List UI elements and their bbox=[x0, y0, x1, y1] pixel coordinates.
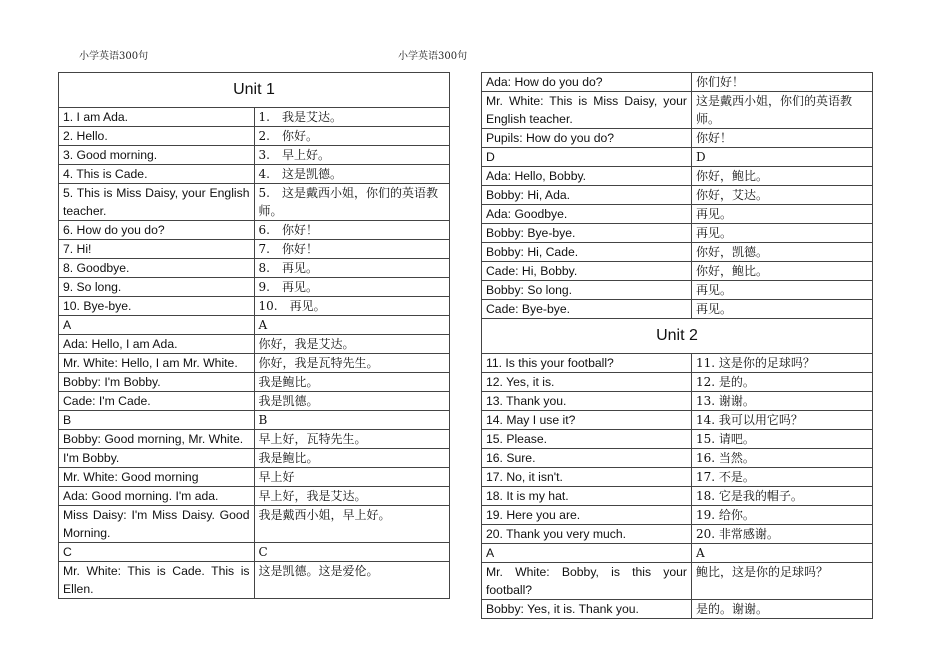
english-cell: Bobby: So long. bbox=[482, 281, 692, 300]
table-row bbox=[59, 184, 450, 221]
english-cell: A bbox=[482, 544, 692, 563]
english-cell: Bobby: Yes, it is. Thank you. bbox=[482, 600, 692, 619]
english-cell: Ada: Hello, Bobby. bbox=[482, 167, 692, 186]
chinese-cell: 10. 再见。 bbox=[254, 297, 450, 316]
chinese-cell: 4. 这是凯德。 bbox=[254, 165, 450, 184]
english-cell: Bobby: I'm Bobby. bbox=[59, 373, 255, 392]
chinese-cell: 我是鲍比。 bbox=[254, 449, 450, 468]
chinese-cell: 你好，凯德。 bbox=[692, 243, 873, 262]
english-cell: 7. Hi! bbox=[59, 240, 255, 259]
unit-title: Unit 2 bbox=[482, 319, 873, 354]
table-row bbox=[59, 468, 450, 487]
chinese-cell: 17. 不是。 bbox=[692, 468, 873, 487]
table-row bbox=[482, 430, 873, 449]
table-row bbox=[482, 354, 873, 373]
chinese-cell: 我是戴西小姐，早上好。 bbox=[254, 506, 450, 543]
english-cell: 10. Bye-bye. bbox=[59, 297, 255, 316]
chinese-cell: 14. 我可以用它吗？ bbox=[692, 411, 873, 430]
chinese-cell: 9. 再见。 bbox=[254, 278, 450, 297]
english-cell: 4. This is Cade. bbox=[59, 165, 255, 184]
english-cell: Bobby: Hi, Cade. bbox=[482, 243, 692, 262]
english-cell: Ada: How do you do? bbox=[482, 73, 692, 92]
unit-title-row bbox=[482, 319, 873, 354]
table-row bbox=[59, 146, 450, 165]
table-row bbox=[482, 600, 873, 619]
english-cell: 3. Good morning. bbox=[59, 146, 255, 165]
english-cell: 12. Yes, it is. bbox=[482, 373, 692, 392]
chinese-cell: B bbox=[254, 411, 450, 430]
unit-title: Unit 1 bbox=[59, 73, 450, 108]
english-cell: 14. May I use it? bbox=[482, 411, 692, 430]
english-cell: Mr. White: Bobby, is this your football? bbox=[482, 563, 692, 600]
table-row bbox=[59, 165, 450, 184]
english-cell: 19. Here you are. bbox=[482, 506, 692, 525]
english-cell: 11. Is this your football? bbox=[482, 354, 692, 373]
table-row bbox=[59, 487, 450, 506]
table-row bbox=[482, 129, 873, 148]
chinese-cell: 20. 非常感谢。 bbox=[692, 525, 873, 544]
chinese-cell: 你好，我是艾达。 bbox=[254, 335, 450, 354]
chinese-cell: C bbox=[254, 543, 450, 562]
unit1-table bbox=[58, 72, 450, 599]
chinese-cell: 早上好，瓦特先生。 bbox=[254, 430, 450, 449]
chinese-cell: A bbox=[254, 316, 450, 335]
chinese-cell: 再见。 bbox=[692, 300, 873, 319]
table-row bbox=[59, 127, 450, 146]
english-cell: Mr. White: Hello, I am Mr. White. bbox=[59, 354, 255, 373]
chinese-cell: 你好！ bbox=[692, 129, 873, 148]
english-cell: Cade: I'm Cade. bbox=[59, 392, 255, 411]
chinese-cell: 3. 早上好。 bbox=[254, 146, 450, 165]
table-row bbox=[482, 224, 873, 243]
english-cell: I'm Bobby. bbox=[59, 449, 255, 468]
unit1-continued-unit2-table bbox=[481, 72, 873, 619]
english-cell: Pupils: How do you do? bbox=[482, 129, 692, 148]
table-row bbox=[482, 544, 873, 563]
chinese-cell: 1. 我是艾达。 bbox=[254, 108, 450, 127]
english-cell: 13. Thank you. bbox=[482, 392, 692, 411]
table-row bbox=[482, 373, 873, 392]
chinese-cell: A bbox=[692, 544, 873, 563]
table-row bbox=[59, 108, 450, 127]
table-row bbox=[59, 543, 450, 562]
table-row bbox=[482, 563, 873, 600]
chinese-cell: 这是凯德。这是爱伦。 bbox=[254, 562, 450, 599]
chinese-cell: 鲍比，这是你的足球吗？ bbox=[692, 563, 873, 600]
table-row bbox=[59, 506, 450, 543]
unit-title-row bbox=[59, 73, 450, 108]
english-cell: Miss Daisy: I'm Miss Daisy. Good Morning. bbox=[59, 506, 255, 543]
english-cell: Cade: Bye-bye. bbox=[482, 300, 692, 319]
table-row bbox=[482, 392, 873, 411]
english-cell: Ada: Good morning. I'm ada. bbox=[59, 487, 255, 506]
page-header-right: 小学英语300句 bbox=[398, 51, 468, 62]
chinese-cell: 我是凯德。 bbox=[254, 392, 450, 411]
chinese-cell: 再见。 bbox=[692, 281, 873, 300]
english-cell: Bobby: Bye-bye. bbox=[482, 224, 692, 243]
english-cell: Mr. White: This is Cade. This is Ellen. bbox=[59, 562, 255, 599]
chinese-cell: 是的。谢谢。 bbox=[692, 600, 873, 619]
chinese-cell: 你好，我是瓦特先生。 bbox=[254, 354, 450, 373]
chinese-cell: 早上好，我是艾达。 bbox=[254, 487, 450, 506]
chinese-cell: 2. 你好。 bbox=[254, 127, 450, 146]
chinese-cell: 18. 它是我的帽子。 bbox=[692, 487, 873, 506]
table-row bbox=[482, 506, 873, 525]
chinese-cell: 早上好 bbox=[254, 468, 450, 487]
english-cell: Ada: Hello, I am Ada. bbox=[59, 335, 255, 354]
table-row bbox=[482, 449, 873, 468]
table-row bbox=[482, 148, 873, 167]
chinese-cell: 12. 是的。 bbox=[692, 373, 873, 392]
chinese-cell: 6. 你好！ bbox=[254, 221, 450, 240]
english-cell: 18. It is my hat. bbox=[482, 487, 692, 506]
chinese-cell: 16. 当然。 bbox=[692, 449, 873, 468]
chinese-cell: 8. 再见。 bbox=[254, 259, 450, 278]
table-row bbox=[59, 259, 450, 278]
english-cell: 6. How do you do? bbox=[59, 221, 255, 240]
chinese-cell: 我是鲍比。 bbox=[254, 373, 450, 392]
english-cell: D bbox=[482, 148, 692, 167]
chinese-cell: 5. 这是戴西小姐，你们的英语教师。 bbox=[254, 184, 450, 221]
table-row bbox=[482, 92, 873, 129]
english-cell: C bbox=[59, 543, 255, 562]
table-row bbox=[59, 240, 450, 259]
chinese-cell: 再见。 bbox=[692, 224, 873, 243]
english-cell: 1. I am Ada. bbox=[59, 108, 255, 127]
english-cell: Mr. White: This is Miss Daisy, your English teacher. bbox=[482, 92, 692, 129]
english-cell: 2. Hello. bbox=[59, 127, 255, 146]
english-cell: 15. Please. bbox=[482, 430, 692, 449]
table-row bbox=[482, 525, 873, 544]
english-cell: Mr. White: Good morning bbox=[59, 468, 255, 487]
english-cell: 5. This is Miss Daisy, your English teacher. bbox=[59, 184, 255, 221]
table-row bbox=[482, 411, 873, 430]
table-row bbox=[59, 278, 450, 297]
table-row bbox=[59, 562, 450, 599]
chinese-cell: 再见。 bbox=[692, 205, 873, 224]
table-row bbox=[482, 167, 873, 186]
table-row bbox=[59, 373, 450, 392]
table-row bbox=[482, 73, 873, 92]
english-cell: Cade: Hi, Bobby. bbox=[482, 262, 692, 281]
table-row bbox=[482, 262, 873, 281]
chinese-cell: 这是戴西小姐，你们的英语教师。 bbox=[692, 92, 873, 129]
table-row bbox=[482, 468, 873, 487]
table-row bbox=[482, 281, 873, 300]
table-row bbox=[59, 335, 450, 354]
chinese-cell: 15. 请吧。 bbox=[692, 430, 873, 449]
table-row bbox=[59, 449, 450, 468]
english-cell: A bbox=[59, 316, 255, 335]
chinese-cell: 你们好！ bbox=[692, 73, 873, 92]
chinese-cell: 13. 谢谢。 bbox=[692, 392, 873, 411]
table-row bbox=[482, 487, 873, 506]
chinese-cell: 19. 给你。 bbox=[692, 506, 873, 525]
table-row bbox=[59, 354, 450, 373]
chinese-cell: 你好，艾达。 bbox=[692, 186, 873, 205]
english-cell: 9. So long. bbox=[59, 278, 255, 297]
english-cell: 17. No, it isn't. bbox=[482, 468, 692, 487]
table-row bbox=[482, 243, 873, 262]
table-row bbox=[482, 300, 873, 319]
table-row bbox=[59, 221, 450, 240]
chinese-cell: D bbox=[692, 148, 873, 167]
chinese-cell: 你好，鲍比。 bbox=[692, 262, 873, 281]
english-cell: B bbox=[59, 411, 255, 430]
table-row bbox=[59, 411, 450, 430]
chinese-cell: 11. 这是你的足球吗？ bbox=[692, 354, 873, 373]
english-cell: 8. Goodbye. bbox=[59, 259, 255, 278]
english-cell: 16. Sure. bbox=[482, 449, 692, 468]
english-cell: Bobby: Hi, Ada. bbox=[482, 186, 692, 205]
chinese-cell: 7. 你好！ bbox=[254, 240, 450, 259]
table-row bbox=[59, 392, 450, 411]
table-row bbox=[59, 316, 450, 335]
english-cell: Ada: Goodbye. bbox=[482, 205, 692, 224]
chinese-cell: 你好，鲍比。 bbox=[692, 167, 873, 186]
english-cell: Bobby: Good morning, Mr. White. bbox=[59, 430, 255, 449]
english-cell: 20. Thank you very much. bbox=[482, 525, 692, 544]
table-row bbox=[59, 430, 450, 449]
page-header-left: 小学英语300句 bbox=[79, 51, 149, 62]
table-row bbox=[59, 297, 450, 316]
table-row bbox=[482, 186, 873, 205]
table-row bbox=[482, 205, 873, 224]
